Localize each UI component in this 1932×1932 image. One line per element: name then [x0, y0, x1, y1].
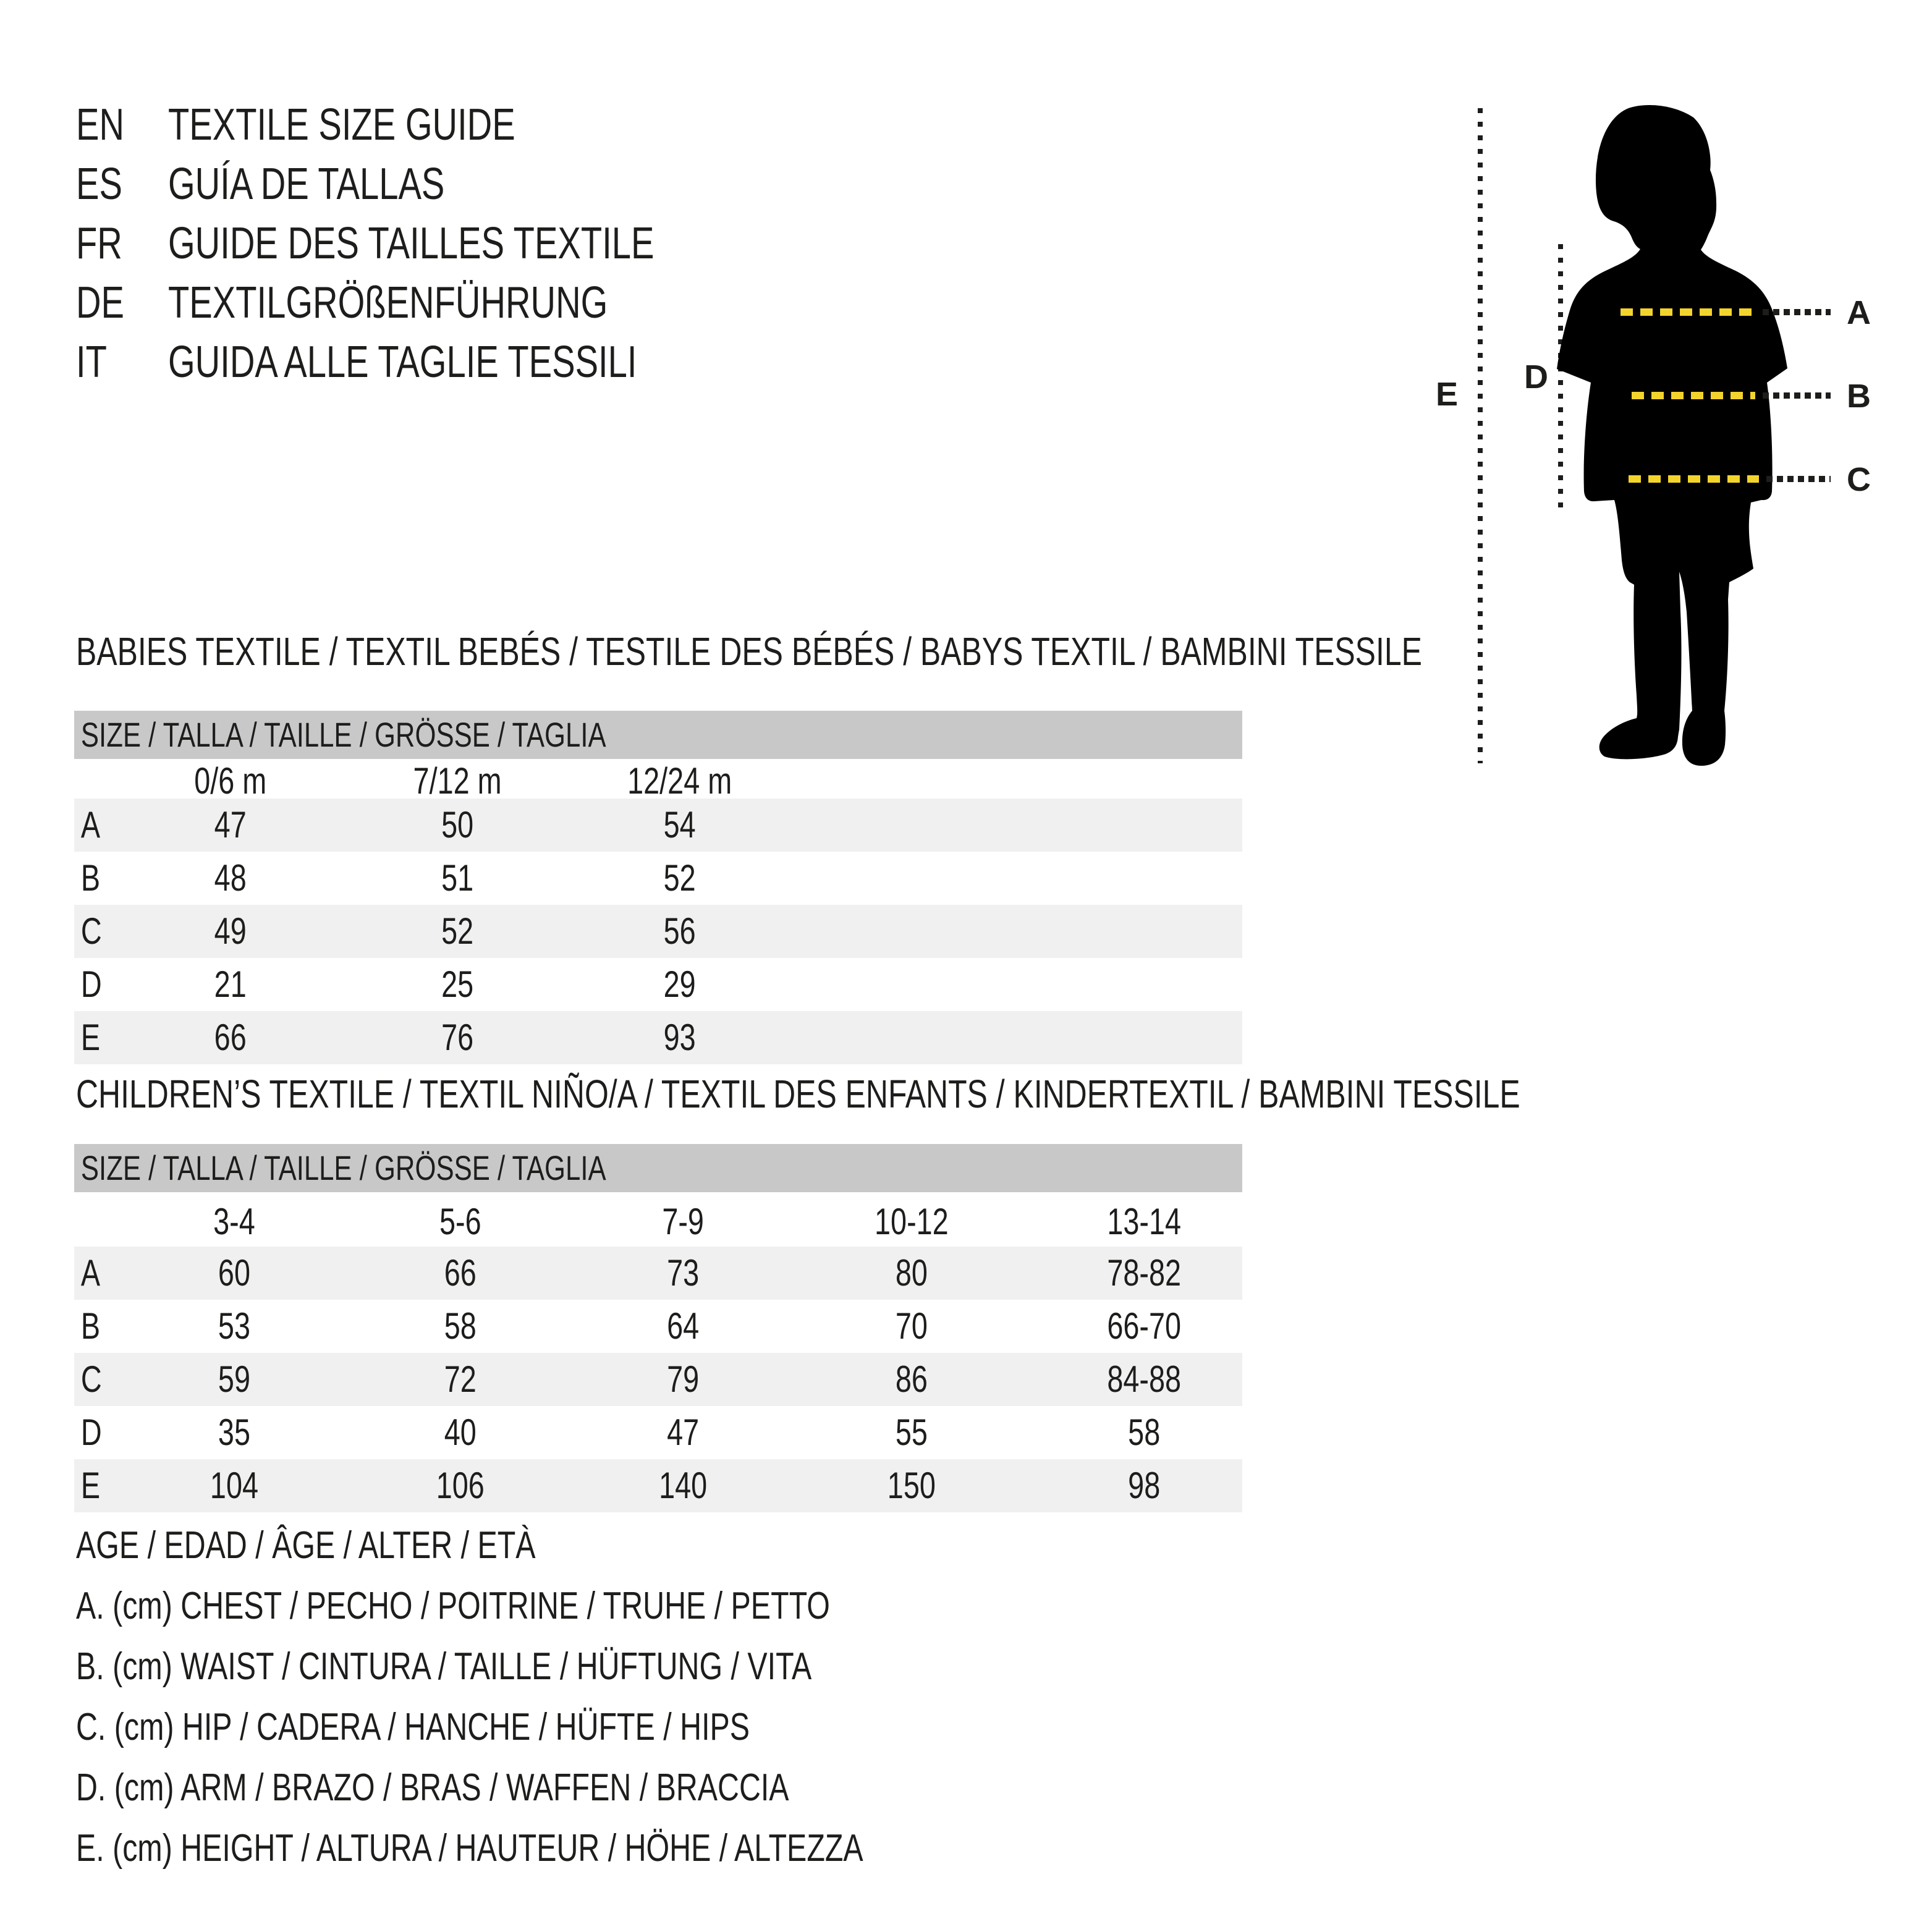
children-column-header-row [74, 1192, 1242, 1247]
cell-value: 140 [659, 1465, 708, 1506]
cell-value: 56 [663, 910, 696, 952]
table-row [74, 1247, 1242, 1300]
language-title-list [76, 95, 655, 392]
cell-value: 51 [441, 857, 474, 899]
cell-value: 79 [667, 1358, 700, 1400]
figure-label-D: D [1524, 358, 1548, 396]
legend-item-chest: A. (cm) CHEST / PECHO / POITRINE / TRUHE / PETTO [76, 1585, 830, 1627]
cell-value: 86 [895, 1358, 928, 1400]
cell-value: 52 [441, 910, 474, 952]
language-title: GUÍA DE TALLAS [167, 159, 445, 209]
column-header: 3-4 [213, 1201, 255, 1242]
measurement-legend [76, 1515, 863, 1879]
column-header: 5-6 [439, 1201, 481, 1242]
children-section-title: CHILDREN’S TEXTILE / TEXTIL NIÑO/A / TEXTIL DES ENFANTS / KINDERTEXTIL / BAMBINI TESSILE [76, 1072, 1520, 1116]
cell-value: 55 [895, 1412, 928, 1453]
cell-value: 58 [444, 1305, 477, 1347]
column-header: 7/12 m [413, 760, 502, 802]
row-label: C [80, 910, 102, 952]
row-label: A [80, 804, 101, 845]
cell-value: 98 [1128, 1465, 1161, 1506]
table-row [74, 1011, 1242, 1064]
babies-table-header-bar: SIZE / TALLA / TAILLE / GRÖSSE / TAGLIA [74, 711, 1242, 759]
filler-cell [768, 1011, 1242, 1064]
cell-value: 59 [218, 1358, 250, 1400]
row-label: D [80, 1412, 102, 1453]
legend-item-waist: B. (cm) WAIST / CINTURA / TAILLE / HÜFTUNG / VITA [76, 1645, 812, 1688]
cell-value: 84-88 [1107, 1358, 1182, 1400]
figure-label-E: E [1436, 376, 1459, 413]
row-label: D [80, 964, 102, 1005]
cell-value: 66 [214, 1017, 247, 1058]
cell-value: 150 [887, 1465, 936, 1506]
cell-value: 106 [436, 1465, 485, 1506]
cell-value: 70 [895, 1305, 928, 1347]
cell-value: 72 [444, 1358, 477, 1400]
legend-item-height: E. (cm) HEIGHT / ALTURA / HAUTEUR / HÖHE / ALTEZZA [76, 1827, 863, 1870]
row-label: E [80, 1465, 101, 1506]
babies-section-title: BABIES TEXTILE / TEXTIL BEBÉS / TESTILE DES BÉBÉS / BABYS TEXTIL / BAMBINI TESSILE [76, 629, 1422, 674]
filler-cell [768, 759, 1242, 803]
cell-value: 58 [1128, 1412, 1161, 1453]
cell-value: 76 [441, 1017, 474, 1058]
children-table-header-bar: SIZE / TALLA / TAILLE / GRÖSSE / TAGLIA [74, 1144, 1242, 1192]
cell-value: 21 [214, 964, 247, 1005]
filler-cell [768, 958, 1242, 1011]
language-title: TEXTILE SIZE GUIDE [167, 100, 515, 150]
table-row [74, 1353, 1242, 1406]
empty-corner-cell [74, 1192, 137, 1252]
filler-cell [768, 905, 1242, 958]
figure-label-B: B [1847, 378, 1871, 415]
cell-value: 35 [218, 1412, 250, 1453]
language-code: DE [76, 278, 125, 328]
language-code: ES [76, 159, 122, 209]
cell-value: 25 [441, 964, 474, 1005]
figure-label-A: A [1847, 294, 1871, 331]
cell-value: 53 [218, 1305, 250, 1347]
table-row [74, 1459, 1242, 1512]
table-row [74, 1406, 1242, 1459]
cell-value: 48 [214, 857, 247, 899]
table-row [74, 958, 1242, 1011]
column-header: 10-12 [875, 1201, 949, 1242]
language-title: TEXTILGRÖßENFÜHRUNG [167, 278, 608, 328]
cell-value: 29 [663, 964, 696, 1005]
babies-size-table [74, 711, 1242, 1064]
cell-value: 60 [218, 1252, 250, 1294]
child-silhouette-icon [1557, 105, 1787, 766]
row-label: B [80, 1305, 101, 1347]
cell-value: 52 [663, 857, 696, 899]
measurement-figure [1415, 93, 1932, 779]
cell-value: 66-70 [1107, 1305, 1182, 1347]
cell-value: 66 [444, 1252, 477, 1294]
language-row [76, 155, 655, 214]
cell-value: 78-82 [1107, 1252, 1182, 1294]
cell-value: 64 [667, 1305, 700, 1347]
column-header: 7-9 [662, 1201, 704, 1242]
row-label: A [80, 1252, 101, 1294]
language-row [76, 214, 655, 273]
table-row [74, 799, 1242, 852]
babies-column-header-row [74, 759, 1242, 802]
filler-cell [768, 852, 1242, 905]
filler-cell [768, 799, 1242, 852]
table-row [74, 852, 1242, 905]
language-code: IT [76, 337, 107, 387]
language-title: GUIDE DES TAILLES TEXTILE [167, 219, 655, 268]
legend-age-line: AGE / EDAD / ÂGE / ALTER / ETÀ [76, 1524, 536, 1567]
language-row [76, 273, 655, 333]
cell-value: 93 [663, 1017, 696, 1058]
figure-label-C: C [1847, 461, 1871, 498]
row-label: E [80, 1017, 101, 1058]
language-row [76, 95, 655, 155]
column-header: 0/6 m [194, 760, 267, 802]
legend-item-arm: D. (cm) ARM / BRAZO / BRAS / WAFFEN / BRACCIA [76, 1766, 789, 1809]
cell-value: 47 [214, 804, 247, 845]
empty-corner-cell [74, 759, 137, 803]
language-title: GUIDA ALLE TAGLIE TESSILI [167, 337, 637, 387]
cell-value: 49 [214, 910, 247, 952]
children-size-table [74, 1144, 1242, 1512]
cell-value: 73 [667, 1252, 700, 1294]
legend-item-hip: C. (cm) HIP / CADERA / HANCHE / HÜFTE / HIPS [76, 1706, 750, 1748]
cell-value: 54 [663, 804, 696, 845]
cell-value: 47 [667, 1412, 700, 1453]
column-header: 12/24 m [627, 760, 732, 802]
column-header: 13-14 [1107, 1201, 1182, 1242]
cell-value: 80 [895, 1252, 928, 1294]
row-label: B [80, 857, 101, 899]
cell-value: 40 [444, 1412, 477, 1453]
table-row [74, 905, 1242, 958]
cell-value: 104 [210, 1465, 258, 1506]
row-label: C [80, 1358, 102, 1400]
cell-value: 50 [441, 804, 474, 845]
table-row [74, 1300, 1242, 1353]
language-row [76, 333, 655, 392]
language-code: EN [76, 100, 125, 150]
language-code: FR [76, 219, 122, 268]
